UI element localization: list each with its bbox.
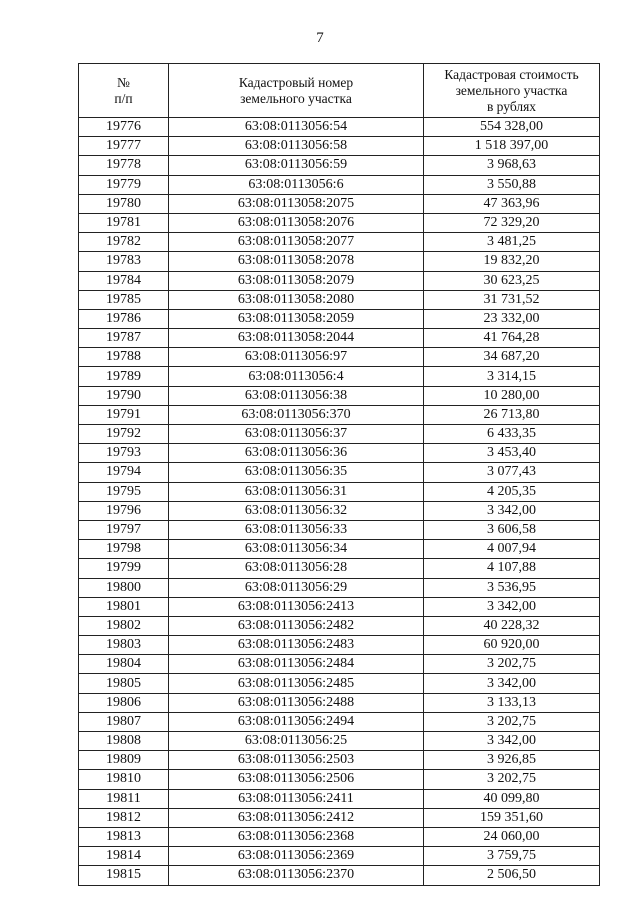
table-row xyxy=(79,655,600,674)
table-row xyxy=(79,271,600,290)
page-number: 7 xyxy=(316,30,324,46)
cadastral-cost-cell: 40 228,32 xyxy=(424,616,600,635)
cadastral-number-cell: 63:08:0113056:2413 xyxy=(169,597,424,616)
row-number-cell: 19777 xyxy=(79,137,169,156)
cadastral-number-cell: 63:08:0113056:37 xyxy=(169,425,424,444)
cadastral-cost-cell: 3 536,95 xyxy=(424,578,600,597)
row-number-cell: 19799 xyxy=(79,559,169,578)
row-number-cell: 19806 xyxy=(79,693,169,712)
row-number-cell: 19791 xyxy=(79,405,169,424)
row-number-cell: 19801 xyxy=(79,597,169,616)
header-row xyxy=(79,64,600,118)
cadastral-number-cell: 63:08:0113058:2044 xyxy=(169,329,424,348)
table-row xyxy=(79,425,600,444)
cadastral-number-cell: 63:08:0113056:2411 xyxy=(169,789,424,808)
table-row xyxy=(79,367,600,386)
row-number-cell: 19812 xyxy=(79,808,169,827)
table-row xyxy=(79,827,600,846)
cadastral-cost-cell: 41 764,28 xyxy=(424,329,600,348)
cadastral-number-cell: 63:08:0113056:6 xyxy=(169,175,424,194)
cadastral-table xyxy=(78,63,600,886)
cadastral-number-cell: 63:08:0113058:2080 xyxy=(169,290,424,309)
header-cost-line1: Кадастровая стоимость xyxy=(444,66,579,82)
table-row xyxy=(79,578,600,597)
table-row xyxy=(79,482,600,501)
cadastral-cost-cell: 34 687,20 xyxy=(424,348,600,367)
cadastral-cost-cell: 2 506,50 xyxy=(424,866,600,885)
cadastral-number-cell: 63:08:0113056:25 xyxy=(169,732,424,751)
row-number-cell: 19805 xyxy=(79,674,169,693)
cadastral-cost-cell: 1 518 397,00 xyxy=(424,137,600,156)
table-row xyxy=(79,329,600,348)
row-number-cell: 19782 xyxy=(79,233,169,252)
row-number-cell: 19808 xyxy=(79,732,169,751)
cadastral-number-cell: 63:08:0113056:38 xyxy=(169,386,424,405)
table-row xyxy=(79,770,600,789)
cadastral-cost-cell: 31 731,52 xyxy=(424,290,600,309)
cadastral-cost-cell: 3 606,58 xyxy=(424,520,600,539)
table-row xyxy=(79,175,600,194)
table-header xyxy=(79,64,600,118)
cadastral-cost-cell: 3 202,75 xyxy=(424,712,600,731)
cadastral-cost-cell: 3 342,00 xyxy=(424,732,600,751)
table-row xyxy=(79,616,600,635)
row-number-cell: 19803 xyxy=(79,636,169,655)
header-number-line2: п/п xyxy=(114,90,133,106)
table-row xyxy=(79,501,600,520)
cadastral-number-cell: 63:08:0113056:2503 xyxy=(169,751,424,770)
cadastral-cost-cell: 47 363,96 xyxy=(424,194,600,213)
cadastral-cost-cell: 3 481,25 xyxy=(424,233,600,252)
table-row xyxy=(79,751,600,770)
table-row xyxy=(79,559,600,578)
row-number-cell: 19813 xyxy=(79,827,169,846)
table-row xyxy=(79,693,600,712)
cadastral-number-cell: 63:08:0113056:34 xyxy=(169,540,424,559)
cadastral-cost-cell: 3 342,00 xyxy=(424,501,600,520)
row-number-cell: 19807 xyxy=(79,712,169,731)
table-row xyxy=(79,290,600,309)
table-row xyxy=(79,309,600,328)
cadastral-number-cell: 63:08:0113056:2485 xyxy=(169,674,424,693)
table-row xyxy=(79,118,600,137)
cadastral-cost-cell: 3 926,85 xyxy=(424,751,600,770)
row-number-cell: 19798 xyxy=(79,540,169,559)
table-row xyxy=(79,194,600,213)
row-number-cell: 19796 xyxy=(79,501,169,520)
row-number-cell: 19790 xyxy=(79,386,169,405)
cadastral-cost-cell: 3 202,75 xyxy=(424,770,600,789)
cadastral-cost-cell: 26 713,80 xyxy=(424,405,600,424)
cadastral-number-cell: 63:08:0113056:2368 xyxy=(169,827,424,846)
cadastral-cost-cell: 10 280,00 xyxy=(424,386,600,405)
cadastral-cost-cell: 4 107,88 xyxy=(424,559,600,578)
table-row xyxy=(79,789,600,808)
cadastral-cost-cell: 6 433,35 xyxy=(424,425,600,444)
cadastral-cost-cell: 19 832,20 xyxy=(424,252,600,271)
cadastral-number-cell: 63:08:0113056:2482 xyxy=(169,616,424,635)
table-row xyxy=(79,348,600,367)
row-number-cell: 19785 xyxy=(79,290,169,309)
cadastral-cost-cell: 24 060,00 xyxy=(424,827,600,846)
cadastral-cost-cell: 4 205,35 xyxy=(424,482,600,501)
cadastral-cost-cell: 72 329,20 xyxy=(424,213,600,232)
row-number-cell: 19797 xyxy=(79,520,169,539)
cadastral-cost-cell: 60 920,00 xyxy=(424,636,600,655)
cadastral-cost-cell: 23 332,00 xyxy=(424,309,600,328)
table-row xyxy=(79,233,600,252)
row-number-cell: 19795 xyxy=(79,482,169,501)
cadastral-number-cell: 63:08:0113056:4 xyxy=(169,367,424,386)
row-number-cell: 19781 xyxy=(79,213,169,232)
cadastral-cost-cell: 3 133,13 xyxy=(424,693,600,712)
cadastral-number-cell: 63:08:0113056:29 xyxy=(169,578,424,597)
row-number-cell: 19788 xyxy=(79,348,169,367)
table-row xyxy=(79,137,600,156)
cadastral-number-cell: 63:08:0113058:2059 xyxy=(169,309,424,328)
cadastral-number-cell: 63:08:0113056:33 xyxy=(169,520,424,539)
cadastral-number-cell: 63:08:0113056:2412 xyxy=(169,808,424,827)
row-number-cell: 19783 xyxy=(79,252,169,271)
row-number-cell: 19792 xyxy=(79,425,169,444)
table-row xyxy=(79,405,600,424)
table-row xyxy=(79,386,600,405)
table-row xyxy=(79,674,600,693)
cadastral-cost-cell: 3 342,00 xyxy=(424,597,600,616)
cadastral-number-cell: 63:08:0113058:2079 xyxy=(169,271,424,290)
cadastral-number-cell: 63:08:0113056:32 xyxy=(169,501,424,520)
cadastral-number-cell: 63:08:0113056:58 xyxy=(169,137,424,156)
header-cadastral-number xyxy=(169,64,424,118)
row-number-cell: 19779 xyxy=(79,175,169,194)
cadastral-number-cell: 63:08:0113058:2076 xyxy=(169,213,424,232)
cadastral-number-cell: 63:08:0113056:28 xyxy=(169,559,424,578)
header-cadastral-line1: Кадастровый номер xyxy=(238,74,354,90)
table-body xyxy=(79,118,600,886)
header-cost-line2: земельного участка xyxy=(455,82,568,98)
cadastral-number-cell: 63:08:0113056:31 xyxy=(169,482,424,501)
table-row xyxy=(79,808,600,827)
table-row xyxy=(79,866,600,885)
table-row xyxy=(79,540,600,559)
row-number-cell: 19800 xyxy=(79,578,169,597)
cadastral-number-cell: 63:08:0113056:2370 xyxy=(169,866,424,885)
row-number-cell: 19776 xyxy=(79,118,169,137)
cadastral-number-cell: 63:08:0113056:2483 xyxy=(169,636,424,655)
header-cost-line3: в рублях xyxy=(486,98,537,114)
cadastral-cost-cell: 3 202,75 xyxy=(424,655,600,674)
table-row xyxy=(79,520,600,539)
table-row xyxy=(79,444,600,463)
cadastral-cost-cell: 4 007,94 xyxy=(424,540,600,559)
row-number-cell: 19804 xyxy=(79,655,169,674)
row-number-cell: 19802 xyxy=(79,616,169,635)
row-number-cell: 19778 xyxy=(79,156,169,175)
cadastral-number-cell: 63:08:0113056:2494 xyxy=(169,712,424,731)
table-row xyxy=(79,213,600,232)
row-number-cell: 19787 xyxy=(79,329,169,348)
cadastral-number-cell: 63:08:0113058:2075 xyxy=(169,194,424,213)
cadastral-number-cell: 63:08:0113056:36 xyxy=(169,444,424,463)
cadastral-cost-cell: 3 314,15 xyxy=(424,367,600,386)
cadastral-cost-cell: 30 623,25 xyxy=(424,271,600,290)
cadastral-cost-cell: 159 351,60 xyxy=(424,808,600,827)
table-row xyxy=(79,712,600,731)
header-number-line1: № xyxy=(117,74,130,90)
row-number-cell: 19810 xyxy=(79,770,169,789)
table-row xyxy=(79,636,600,655)
cadastral-number-cell: 63:08:0113058:2078 xyxy=(169,252,424,271)
cadastral-number-cell: 63:08:0113056:59 xyxy=(169,156,424,175)
cadastral-number-cell: 63:08:0113056:2484 xyxy=(169,655,424,674)
table-row xyxy=(79,463,600,482)
cadastral-number-cell: 63:08:0113056:2488 xyxy=(169,693,424,712)
cadastral-cost-cell: 3 342,00 xyxy=(424,674,600,693)
row-number-cell: 19815 xyxy=(79,866,169,885)
table-row xyxy=(79,252,600,271)
cadastral-number-cell: 63:08:0113056:2506 xyxy=(169,770,424,789)
row-number-cell: 19811 xyxy=(79,789,169,808)
table-row xyxy=(79,732,600,751)
cadastral-cost-cell: 554 328,00 xyxy=(424,118,600,137)
row-number-cell: 19814 xyxy=(79,847,169,866)
row-number-cell: 19789 xyxy=(79,367,169,386)
header-cadastral-line2: земельного участка xyxy=(240,90,352,106)
cadastral-cost-cell: 3 077,43 xyxy=(424,463,600,482)
cadastral-cost-cell: 3 968,63 xyxy=(424,156,600,175)
cadastral-number-cell: 63:08:0113056:35 xyxy=(169,463,424,482)
table-row xyxy=(79,847,600,866)
cadastral-cost-cell: 3 453,40 xyxy=(424,444,600,463)
cadastral-number-cell: 63:08:0113056:97 xyxy=(169,348,424,367)
cadastral-number-cell: 63:08:0113056:54 xyxy=(169,118,424,137)
row-number-cell: 19784 xyxy=(79,271,169,290)
cadastral-number-cell: 63:08:0113058:2077 xyxy=(169,233,424,252)
cadastral-number-cell: 63:08:0113056:2369 xyxy=(169,847,424,866)
row-number-cell: 19786 xyxy=(79,309,169,328)
header-cadastral-cost xyxy=(424,64,600,118)
cadastral-number-cell: 63:08:0113056:370 xyxy=(169,405,424,424)
cadastral-cost-cell: 40 099,80 xyxy=(424,789,600,808)
row-number-cell: 19809 xyxy=(79,751,169,770)
row-number-cell: 19793 xyxy=(79,444,169,463)
row-number-cell: 19794 xyxy=(79,463,169,482)
row-number-cell: 19780 xyxy=(79,194,169,213)
cadastral-cost-cell: 3 759,75 xyxy=(424,847,600,866)
header-number xyxy=(79,64,169,118)
cadastral-cost-cell: 3 550,88 xyxy=(424,175,600,194)
table-row xyxy=(79,156,600,175)
table-row xyxy=(79,597,600,616)
